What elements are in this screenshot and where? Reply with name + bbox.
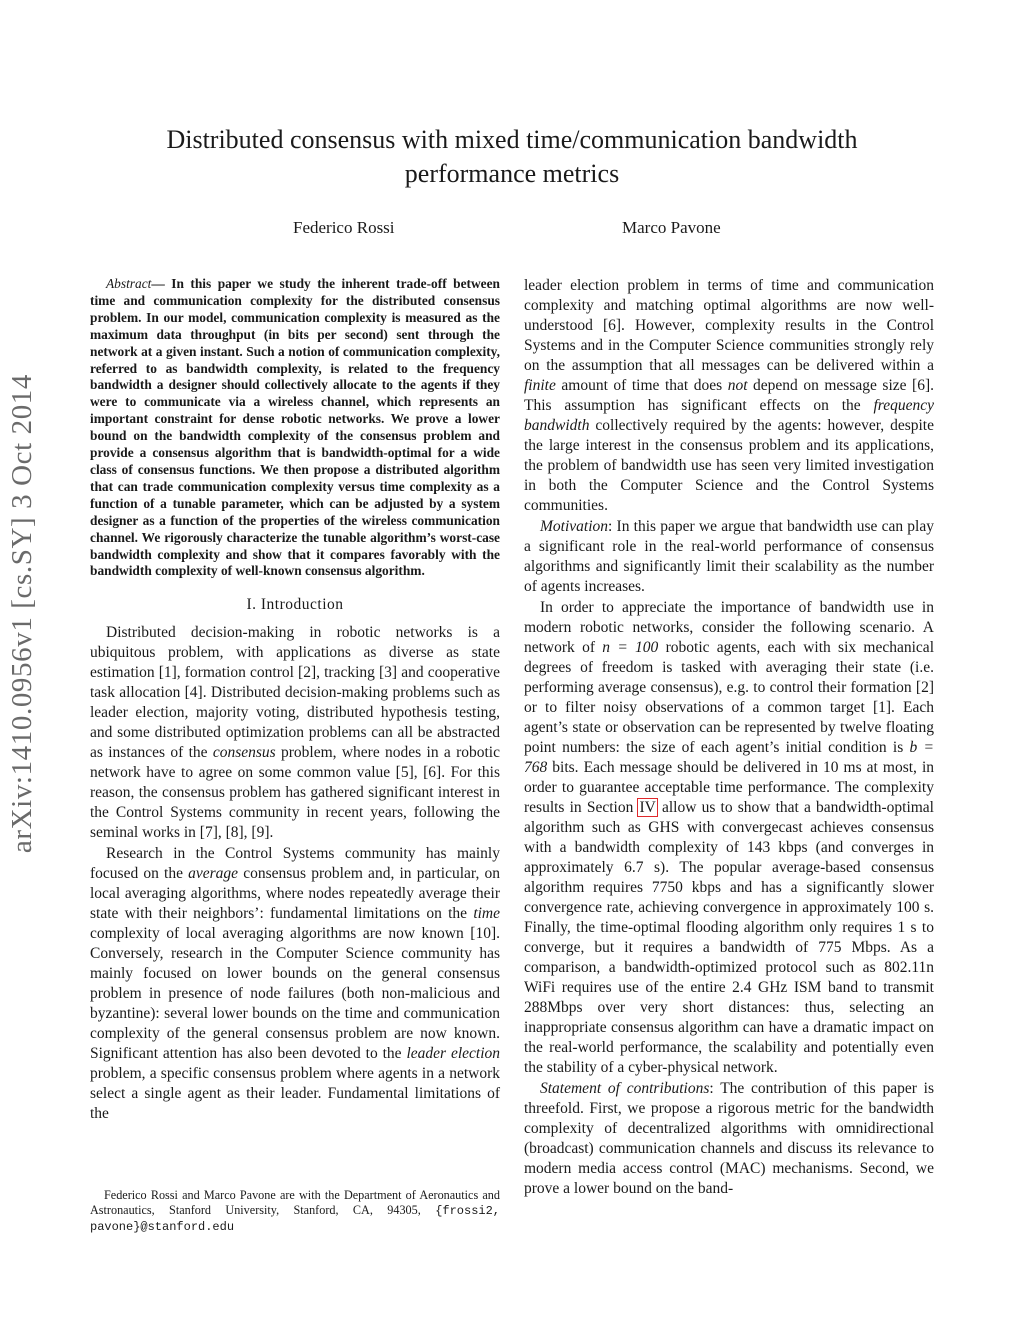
section-reference-link[interactable]: IV bbox=[639, 799, 656, 816]
intro-paragraph: Research in the Control Systems community has mainly focused on the average consensus problem and, in particular, on local averaging algorithms, where nodes repeatedly average their state with their neighbors’: fundamental limitations on the time complexity of local averaging algorithms are now known [10]. Conversely, research in the Computer Science community has mainly focused on lower bounds on the general consensus problem in presence of node failures (both non-malicious and byzantine): several lower bounds on the time and communication complexity of the general consensus problem are now known. Significant attention has also been devoted to the leader election problem, a specific consensus problem where agents in a network select a single agent as their leader. Fundamental limitations of the bbox=[90, 845, 500, 1123]
abstract bbox=[90, 276, 500, 580]
math-expression: b = 768 bbox=[524, 739, 934, 776]
abstract-dash: — bbox=[151, 276, 165, 291]
math-expression: n = 100 bbox=[602, 639, 659, 656]
scenario-paragraph: In order to appreciate the importance of bandwidth use in modern robotic networks, consider the following scenario. A network of n = 100 robotic agents, each with six mechanical degrees of freedom is tasked with averaging their state (i.e. performing average consensus), e.g. to control their formation [2] or to filter noisy observations of a common target [1]. Each agent’s state or observation can be represented by twelve floating point numbers: the size of each agent’s initial condition is b = 768 bits. Each message should be delivered in 10 ms at most, in order to guarantee acceptable time performance. The complexity results in Section IV allow us to show that a bandwidth-optimal algorithm such as GHS with convergecast achieves consensus with a bandwidth complexity of 143 kbps (and converges in approximately 6.7 s). The popular average-based consensus algorithm requires 7750 kbps and has a significantly slower convergence rate, achieving convergence in approximately 100 s. Finally, the time-optimal flooding algorithm only requires 1 s to converge, but it requires a bandwidth of 775 Mbps. As a comparison, a bandwidth-optimized protocol such as 802.11n WiFi requires use of the entire 2.4 GHz ISM band to transmit 288Mbps over very short distances: thus, selecting an inappropriate consensus algorithm can have a dramatic impact on the real-world performance, the scalability and potentially even the stability of a cyber-physical network. bbox=[524, 599, 934, 1076]
body-paragraph: leader election problem in terms of time and communication complexity and matching optimal algorithms are now well-understood [6]. However, complexity results in the Control Systems and in the Computer Science communities strongly rely on the assumption that all messages can be delivered within a finite amount of time that does not depend on message size [6]. This assumption has significant effects on the frequency bandwidth collectively required by the agents: however, despite the large interest in the consensus problem and its applications, the problem of bandwidth use has seen very limited investigation in both the Computer Science and the Control Systems communities. bbox=[524, 277, 934, 514]
section-heading: I. Introduction bbox=[246, 596, 344, 614]
motivation-paragraph: Motivation: In this paper we argue that bandwidth use can play a significant role in the real-world performance of consensus algorithms and significantly limit their scalability as the number of agents increases. bbox=[524, 518, 934, 595]
author-name: Marco Pavone bbox=[622, 218, 721, 237]
paper-title: Distributed consensus with mixed time/communication bandwidth performance metrics bbox=[166, 125, 858, 188]
affiliation-footnote: Federico Rossi and Marco Pavone are with the Department of Aeronautics and Astronautics, Stanford University, Stanford, CA, 94305, {frossi2, pavone}@stanford.edu bbox=[90, 1188, 500, 1235]
left-column bbox=[90, 276, 500, 1124]
contributions-paragraph: Statement of contributions: The contribution of this paper is threefold. First, we propose a rigorous metric for the bandwidth complexity of decentralized algorithms with omnidirectional (broadcast) communication channels and discuss its relevance to modern media access control (MAC) mechanisms. Second, we prove a lower bound on the band- bbox=[524, 1080, 934, 1197]
abstract-text: In this paper we study the inherent trade-off between time and communication complexity for the distributed consensus problem. In our model, communication complexity is measured as the maximum data throughput (in bits per second) sent through the network at a given instant. Such a notion of communication complexity, referred to as bandwidth complexity, is related to the frequency bandwidth a designer should collectively allocate to the agents if they were to communicate via a wireless channel, which represents an important constraint for dense robotic networks. We prove a lower bound on the bandwidth complexity of the consensus problem and provide a consensus algorithm that is bandwidth-optimal for a wide class of consensus functions. We then propose a distributed algorithm that can trade communication complexity versus time complexity as a function of a tunable parameter, which can be adjusted by a system designer as a function of the properties of the wireless communication channel. We rigorously characterize the tunable algorithm’s worst-case bandwidth complexity and show that it compares favorably with the bandwidth complexity of well-known consensus algorithm. bbox=[90, 276, 500, 579]
author-name: Federico Rossi bbox=[293, 218, 395, 237]
right-column bbox=[524, 276, 934, 1199]
author-emails: {frossi2, pavone}@stanford.edu bbox=[90, 1204, 500, 1235]
abstract-label: Abstract bbox=[106, 276, 152, 291]
arxiv-identifier-stamp: arXiv:1410.0956v1 [cs.SY] 3 Oct 2014 bbox=[6, 374, 38, 854]
intro-paragraph: Distributed decision-making in robotic networks is a ubiquitous problem, with applications as diverse as state estimation [1], formation control [2], tracking [3] and cooperative task allocation [4]. Distributed decision-making problems such as leader election, majority voting, distributed hypothesis testing, and some distributed optimization problems can all be abstracted as instances of the consensus problem, where nodes in a robotic network have to agree on some common value [5], [6]. For this reason, the consensus problem has gathered significant interest in the Control Systems community in recent years, following the seminal works in [7], [8], [9]. bbox=[90, 624, 500, 842]
